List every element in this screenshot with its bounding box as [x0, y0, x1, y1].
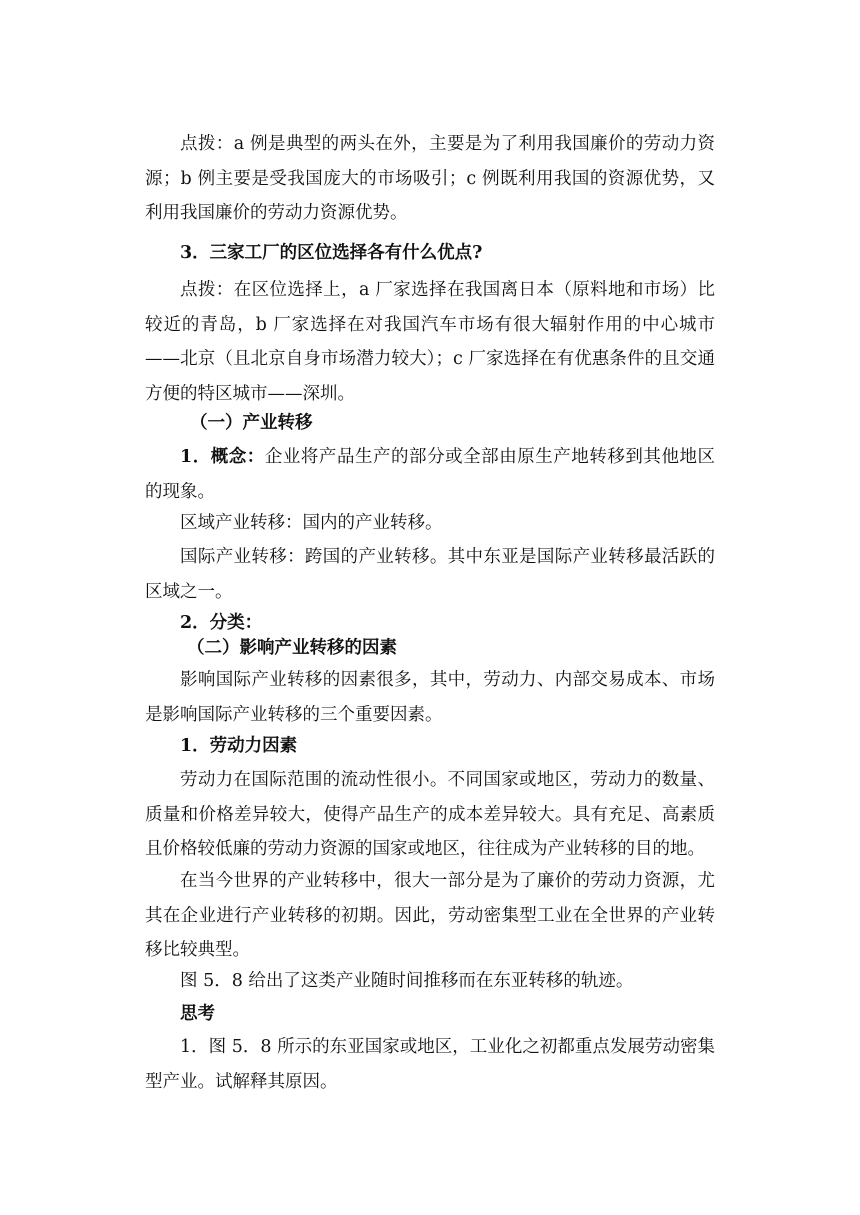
- paragraph-hint-location: 点拨：在区位选择上，a 厂家选择在我国离日本（原料地和市场）比较近的青岛，b 厂家选择在对我国汽车市场有很大辐射作用的中心城市——北京（且北京自身市场潜力较大）；c 厂家选择在有优惠条件的且交通方便的特区城市——深圳。: [145, 280, 715, 404]
- section-factors-heading: （二）影响产业转移的因素: [187, 638, 397, 658]
- paragraph-labor-transfer: 在当今世界的产业转移中，很大一部分是为了廉价的劳动力资源，尤其在企业进行产业转移的初期。因此，劳动密集型工业在全世界的产业转移比较典型。: [145, 871, 715, 960]
- paragraph-concept: [145, 440, 715, 509]
- paragraph-factors-intro: 影响国际产业转移的因素很多，其中，劳动力、内部交易成本、市场是影响国际产业转移的三个重要因素。: [145, 670, 715, 725]
- question-3-heading: 3．三家工厂的区位选择各有什么优点?: [180, 243, 483, 263]
- section-industry-transfer-heading: （一）产业转移: [190, 413, 313, 433]
- labor-factor-heading: 1．劳动力因素: [180, 736, 298, 756]
- classification-heading: 2．分类：: [180, 613, 263, 633]
- think-heading: 思考: [180, 1004, 215, 1024]
- paragraph-labor-mobility: 劳动力在国际范围的流动性很小。不同国家或地区，劳动力的数量、质量和价格差异较大，使得产品生产的成本差异较大。具有充足、高素质且价格较低廉的劳动力资源的国家或地区，往往成为产业转移的目的地。: [145, 770, 715, 859]
- paragraph-figure-reference: 图 5．8 给出了这类产业随时间推移而在东亚转移的轨迹。: [180, 971, 634, 991]
- paragraph-think-question-1: 1．图 5．8 所示的东亚国家或地区，工业化之初都重点发展劳动密集型产业。试解释其原因。: [145, 1037, 715, 1092]
- concept-text: 企业将产品生产的部分或全部由原生产地转移到其他地区的现象。: [145, 447, 715, 502]
- paragraph-international-transfer: 国际产业转移：跨国的产业转移。其中东亚是国际产业转移最活跃的区域之一。: [145, 547, 715, 602]
- paragraph-regional-transfer: 区域产业转移：国内的产业转移。: [180, 513, 443, 533]
- concept-label: 1．概念：: [180, 447, 265, 467]
- paragraph-hint-a-b-c: 点拨：a 例是典型的两头在外，主要是为了利用我国廉价的劳动力资源；b 例主要是受我国庞大的市场吸引；c 例既利用我国的资源优势，又利用我国廉价的劳动力资源优势。: [145, 134, 715, 223]
